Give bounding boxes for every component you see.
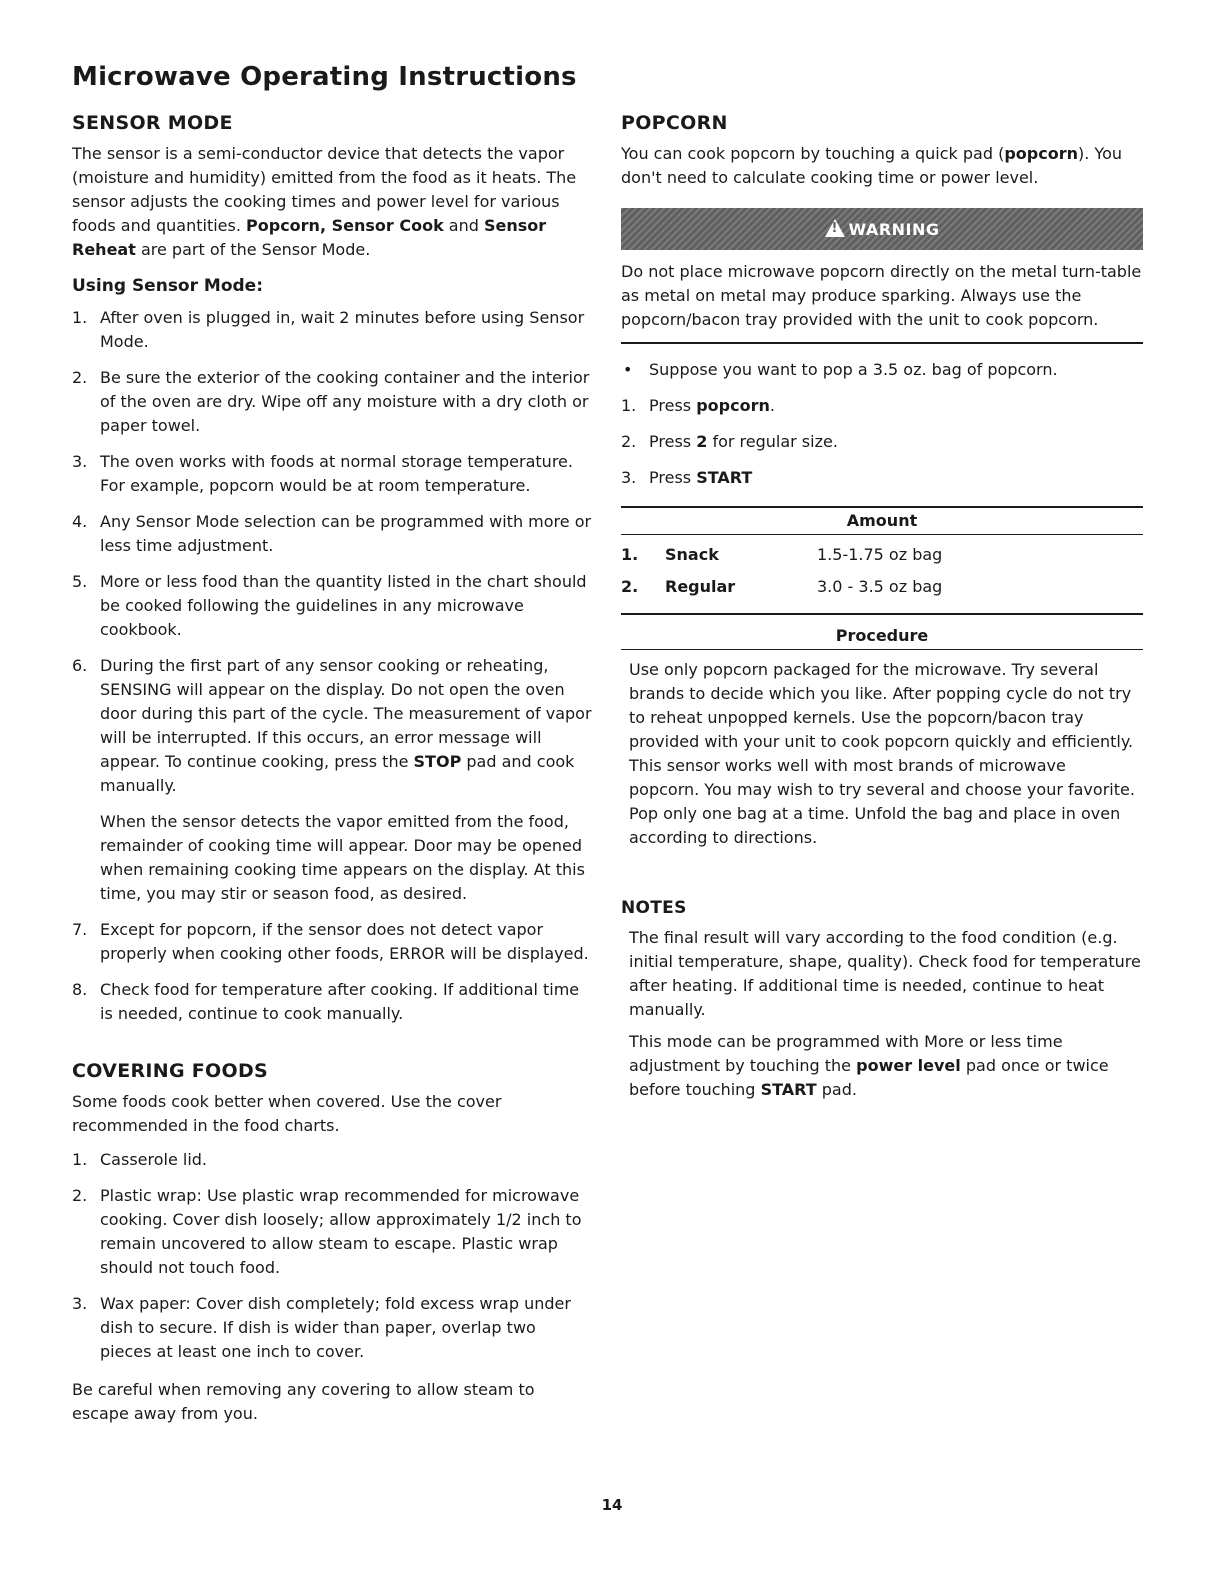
step-number: 1.: [72, 308, 88, 327]
step-text: During the first part of any sensor cooking or reheating, SENSING will appear on the display. Do not open the oven door during this part of the cycle. The measurement of vapor will be interrupted. If this occurs, an error message will appear. To continue cooking, press the: [100, 656, 592, 771]
list-item: [72, 570, 592, 642]
step-text: The oven works with foods at normal storage temperature. For example, popcorn would be at room temperature.: [100, 452, 573, 495]
step-number: 3.: [72, 452, 88, 471]
step-text: Press: [649, 432, 692, 451]
covering-intro: Some foods cook better when covered. Use the cover recommended in the food charts.: [72, 1092, 502, 1135]
list-item: [72, 918, 592, 966]
sensor-steps-list: [72, 306, 592, 1026]
amount-value: 1.5-1.75 oz bag: [817, 545, 943, 564]
list-item: [72, 654, 592, 906]
step-text: Except for popcorn, if the sensor does not detect vapor properly when cooking other foods, ERROR will be displayed.: [100, 920, 589, 963]
warning-icon: [825, 219, 845, 237]
popcorn-intro: [621, 142, 1143, 190]
step-text-end: pad and cook manually.: [100, 752, 575, 795]
step-number: 1.: [72, 1150, 88, 1169]
step-text: Press: [649, 468, 692, 487]
amount-name: Regular: [665, 577, 736, 596]
bullet-dot: •: [623, 360, 633, 379]
warning-label: WARNING: [848, 219, 940, 239]
pad-label: popcorn: [696, 396, 770, 415]
amount-table-header: Amount: [621, 506, 1143, 535]
popcorn-press-list: [621, 394, 1143, 490]
notes-text-end: pad.: [821, 1080, 857, 1099]
covering-foods-heading: COVERING FOODS: [72, 1060, 269, 1082]
step-text: Press: [649, 396, 692, 415]
list-item: [72, 450, 592, 498]
sensor-intro-and: and: [448, 216, 479, 235]
list-item: [621, 394, 1143, 418]
list-item: [72, 1292, 592, 1364]
popcorn-intro-text-end: ). You don't need to calculate cooking time or power level.: [621, 144, 1122, 187]
list-item: [621, 430, 1143, 454]
left-column: [72, 112, 592, 1426]
step-text-end: for regular size.: [712, 432, 838, 451]
covering-steps-list: [72, 1148, 592, 1364]
amount-name: Snack: [665, 545, 719, 564]
step-text: Wax paper: Cover dish completely; fold excess wrap under dish to secure. If dish is wider than paper, overlap two pieces at least one inch to cover.: [100, 1294, 571, 1361]
step-number: 4.: [72, 512, 88, 531]
procedure-header: Procedure: [621, 623, 1143, 650]
amount-number: 2.: [621, 577, 639, 596]
popcorn-intro-text: You can cook popcorn by touching a quick pad (: [621, 144, 1005, 163]
list-item: [72, 978, 592, 1026]
notes-text: This mode can be programmed with More or less time adjustment by touching the: [629, 1032, 1063, 1075]
bullet-text: Suppose you want to pop a 3.5 oz. bag of popcorn.: [649, 360, 1058, 379]
sensor-intro-bold2: Sensor Reheat: [72, 216, 547, 259]
notes-paragraph-1: The final result will vary according to the food condition (e.g. initial temperature, shape, quality). Check food for temperature after heating. If additional time is needed, continue to heat manually.: [629, 928, 1141, 1019]
step-text: Check food for temperature after cooking. If additional time is needed, continue to cook manually.: [100, 980, 580, 1023]
popcorn-bullet: [621, 358, 1143, 382]
start-pad-label: START: [760, 1080, 817, 1099]
sensor-mode-intro: [72, 142, 592, 262]
step-text: Casserole lid.: [100, 1150, 208, 1169]
step-text: Be sure the exterior of the cooking container and the interior of the oven are dry. Wipe off any moisture with a dry cloth or paper towel.: [100, 368, 590, 435]
step-number: 8.: [72, 980, 88, 999]
notes-paragraph-2: [621, 1030, 1143, 1102]
sensor-mode-heading: SENSOR MODE: [72, 112, 233, 134]
notes-section: [621, 898, 1143, 1102]
table-row: [621, 543, 1143, 567]
notes-text-mid: pad once or twice before touching: [629, 1056, 1109, 1099]
warning-text: Do not place microwave popcorn directly on the metal turn-table as metal on metal may produce sparking. Always use the popcorn/bacon tray provided with the unit to cook popcorn.: [621, 260, 1143, 344]
step-text: Any Sensor Mode selection can be programmed with more or less time adjustment.: [100, 512, 592, 555]
covering-closing: Be careful when removing any covering to allow steam to escape away from you.: [72, 1380, 535, 1423]
step-number: 3.: [621, 468, 637, 487]
step-number: 2.: [621, 432, 637, 451]
right-column: [621, 112, 1143, 1102]
amount-number: 1.: [621, 545, 639, 564]
step-number: 3.: [72, 1294, 88, 1313]
pad-label: 2: [696, 432, 708, 451]
step-number: 1.: [621, 396, 637, 415]
step-number: 7.: [72, 920, 88, 939]
notes-heading: NOTES: [621, 898, 687, 918]
amount-value: 3.0 - 3.5 oz bag: [817, 577, 943, 596]
table-row: [621, 575, 1143, 599]
sensor-intro-text: The sensor is a semi-conductor device that detects the vapor (moisture and humidity) emitted from the food as it heats. The sensor adjusts the cooking times and power level for various foods and quantities.: [72, 144, 577, 235]
list-item: [621, 466, 1143, 490]
page-number: 14: [601, 1496, 623, 1514]
warning-banner: [621, 208, 1143, 250]
step-number: 2.: [72, 368, 88, 387]
list-item: [72, 510, 592, 558]
step-number: 5.: [72, 572, 88, 591]
list-item: [72, 366, 592, 438]
list-item: [72, 306, 592, 354]
procedure-text: Use only popcorn packaged for the microwave. Try several brands to decide which you like. After popping cycle do not try to reheat unpopped kernels. Use the popcorn/bacon tray provided with your unit to cook popcorn quickly and efficiently. This sensor works well with most brands of microwave popcorn. You may wish to try several and choose your favorite. Pop only one bag at a time. Unfold the bag and place in oven according to directions.: [629, 660, 1135, 847]
popcorn-heading: POPCORN: [621, 112, 728, 134]
sensor-intro-text-end: are part of the Sensor Mode.: [140, 240, 371, 259]
step-text: After oven is plugged in, wait 2 minutes before using Sensor Mode.: [100, 308, 585, 351]
list-item: [72, 1148, 592, 1172]
step-number: 6.: [72, 656, 88, 675]
sensor-intro-bold: Popcorn, Sensor Cook: [246, 216, 444, 235]
step-number: 2.: [72, 1186, 88, 1205]
using-sensor-mode-heading: Using Sensor Mode:: [72, 276, 264, 296]
list-item: [72, 1184, 592, 1280]
step-extra-text: When the sensor detects the vapor emitted from the food, remainder of cooking time will appear. Door may be opened when remaining cooking time appears on the display. At this time, you may stir or season food, as desired.: [100, 812, 585, 903]
step-text-end: .: [769, 396, 775, 415]
step-text: Plastic wrap: Use plastic wrap recommended for microwave cooking. Cover dish loosely; allow approximately 1/2 inch to remain uncovered to allow steam to escape. Plastic wrap should not touch food.: [100, 1186, 582, 1277]
power-level-label: power level: [856, 1056, 961, 1075]
pad-label: START: [696, 468, 753, 487]
page-title: Microwave Operating Instructions: [72, 62, 577, 92]
stop-pad-label: STOP: [413, 752, 462, 771]
popcorn-pad-label: popcorn: [1004, 144, 1078, 163]
table-divider: [621, 613, 1143, 615]
step-text: More or less food than the quantity listed in the chart should be cooked following the guidelines in any microwave cookbook.: [100, 572, 587, 639]
